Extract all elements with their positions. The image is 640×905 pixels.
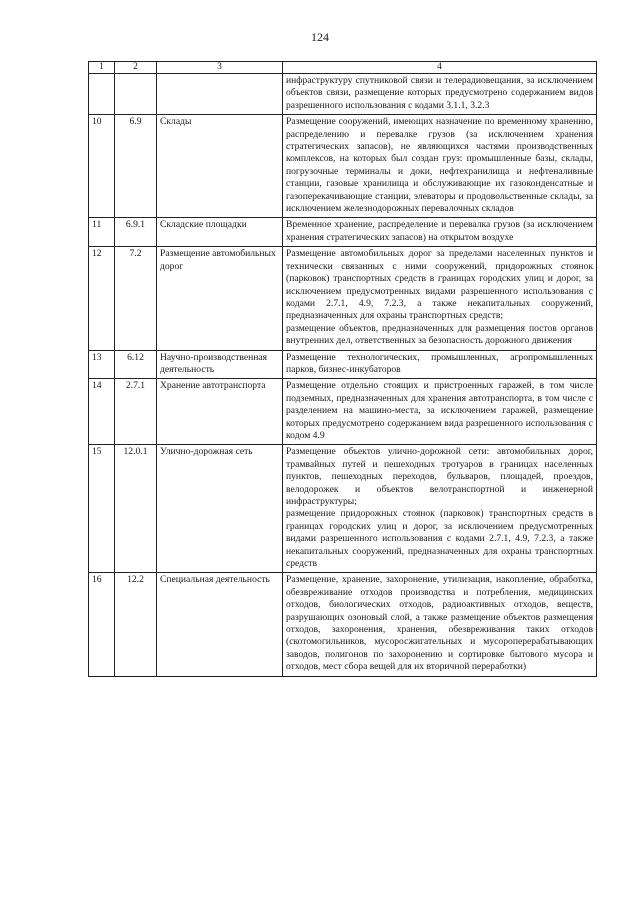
- row-number: 11: [89, 218, 115, 247]
- use-description: [283, 74, 597, 115]
- description-paragraph: размещение объектов, предназначенных для размещения постов органов внутренних дел, ответственных за безопасность дорожного движения: [286, 322, 593, 347]
- use-description: [283, 350, 597, 379]
- description-paragraph: Размещение технологических, промышленных, агропромышленных парков, бизнес-инкубаторов: [286, 351, 593, 375]
- use-name: Размещение автомобильных дорог: [157, 247, 283, 350]
- description-paragraph: Временное хранение, распределение и перевалка грузов (за исключением хранения стратегических запасов) на открытом воздухе: [286, 219, 593, 243]
- table-row: [89, 445, 597, 573]
- use-name: Научно-производственная деятельность: [157, 350, 283, 379]
- table-row: [89, 573, 597, 676]
- land-use-table: [88, 61, 597, 677]
- use-name: Хранение автотранспорта: [157, 379, 283, 445]
- table-row: [89, 115, 597, 218]
- use-name: Специальная деятельность: [157, 573, 283, 676]
- table-body: [89, 74, 597, 677]
- row-number: 15: [89, 445, 115, 573]
- use-name: Улично-дорожная сеть: [157, 445, 283, 573]
- use-name: [157, 74, 283, 115]
- row-number: 16: [89, 573, 115, 676]
- use-code: 12.2: [115, 573, 157, 676]
- row-number: [89, 74, 115, 115]
- description-paragraph: Размещение объектов улично-дорожной сети: автомобильных дорог, трамвайных путей и пешеходных тротуаров в границах населенных пунктов, пешеходных переходов, бульваров, площадей, проездов, велодорожек и объектов велотранспортной и инженерной инфраструктуры;: [286, 446, 593, 507]
- use-name: Складские площадки: [157, 218, 283, 247]
- description-paragraph: Размещение сооружений, имеющих назначение по временному хранению, распределению и перевалке грузов (за исключением хранения стратегических запасов), не являющихся частями производственных комплексов, на которых был создан груз: промышленные базы, склады, погрузочные терминалы и доки, нефтехранилища и нефтеналивные станции, газовые хранилища и обслуживающие их газоконденсатные и газоперекачивающие станции, элеваторы и продовольственные склады, за исключением железнодорожных перевалочных складов: [286, 116, 593, 215]
- column-header: 4: [283, 62, 597, 74]
- page-number: 124: [311, 30, 329, 44]
- use-code: 7.2: [115, 247, 157, 350]
- use-code: [115, 74, 157, 115]
- use-description: [283, 218, 597, 247]
- use-description: [283, 445, 597, 573]
- table-row: [89, 74, 597, 115]
- use-description: [283, 379, 597, 445]
- table-row: [89, 379, 597, 445]
- description-paragraph: инфраструктуру спутниковой связи и телерадиовещания, за исключением объектов связи, размещение которых предусмотрено содержанием видов разрешенного использования с кодами 3.1.1, 3.2.3: [286, 75, 593, 111]
- column-header: 1: [89, 62, 115, 74]
- use-code: 6.9.1: [115, 218, 157, 247]
- column-header: 2: [115, 62, 157, 74]
- use-code: 6.9: [115, 115, 157, 218]
- use-name: Склады: [157, 115, 283, 218]
- use-code: 6.12: [115, 350, 157, 379]
- use-description: [283, 247, 597, 350]
- row-number: 14: [89, 379, 115, 445]
- use-code: 2.7.1: [115, 379, 157, 445]
- description-paragraph: Размещение, хранение, захоронение, утилизация, накопление, обработка, обезвреживание отходов производства и потребления, медицинских отходов, биологических отходов, радиоактивных отходов, веществ, разрушающих озоновый слой, а также размещение объектов размещения отходов, захоронения, хранения, обезвреживания таких отходов (скотомогильников, мусоросжигательных и мусороперерабатывающих заводов, полигонов по захоронению и сортировке бытового мусора и отходов, мест сбора вещей для их вторичной переработки): [286, 574, 593, 673]
- row-number: 13: [89, 350, 115, 379]
- description-paragraph: размещение придорожных стоянок (парковок) транспортных средств в границах городских улиц и дорог, за исключением предусмотренных видами разрешенного использования с кодами 2.7.1, 4.9, 7.2.3, а также некапитальных сооружений, предназначенных для охраны транспортных средств: [286, 508, 593, 570]
- table-header-row: [89, 62, 597, 74]
- row-number: 10: [89, 115, 115, 218]
- table-row: [89, 350, 597, 379]
- table-row: [89, 218, 597, 247]
- use-code: 12.0.1: [115, 445, 157, 573]
- row-number: 12: [89, 247, 115, 350]
- use-description: [283, 573, 597, 676]
- table-row: [89, 247, 597, 350]
- column-header: 3: [157, 62, 283, 74]
- use-description: [283, 115, 597, 218]
- description-paragraph: Размещение автомобильных дорог за пределами населенных пунктов и технически связанных с ними сооружений, придорожных стоянок (парковок) транспортных средств в границах городских улиц и дорог, за исключением предусмотренных видами разрешенного использования с кодами 2.7.1, 4.9, 7.2.3, а также некапитальных сооружений, предназначенных для охраны транспортных средств;: [286, 248, 593, 322]
- description-paragraph: Размещение отдельно стоящих и пристроенных гаражей, в том числе подземных, предназначенных для хранения автотранспорта, в том числе с разделением на машино-места, за исключением гаражей, размещение которых предусмотрено содержанием вида разрешенного использования с кодом 4.9: [286, 380, 593, 441]
